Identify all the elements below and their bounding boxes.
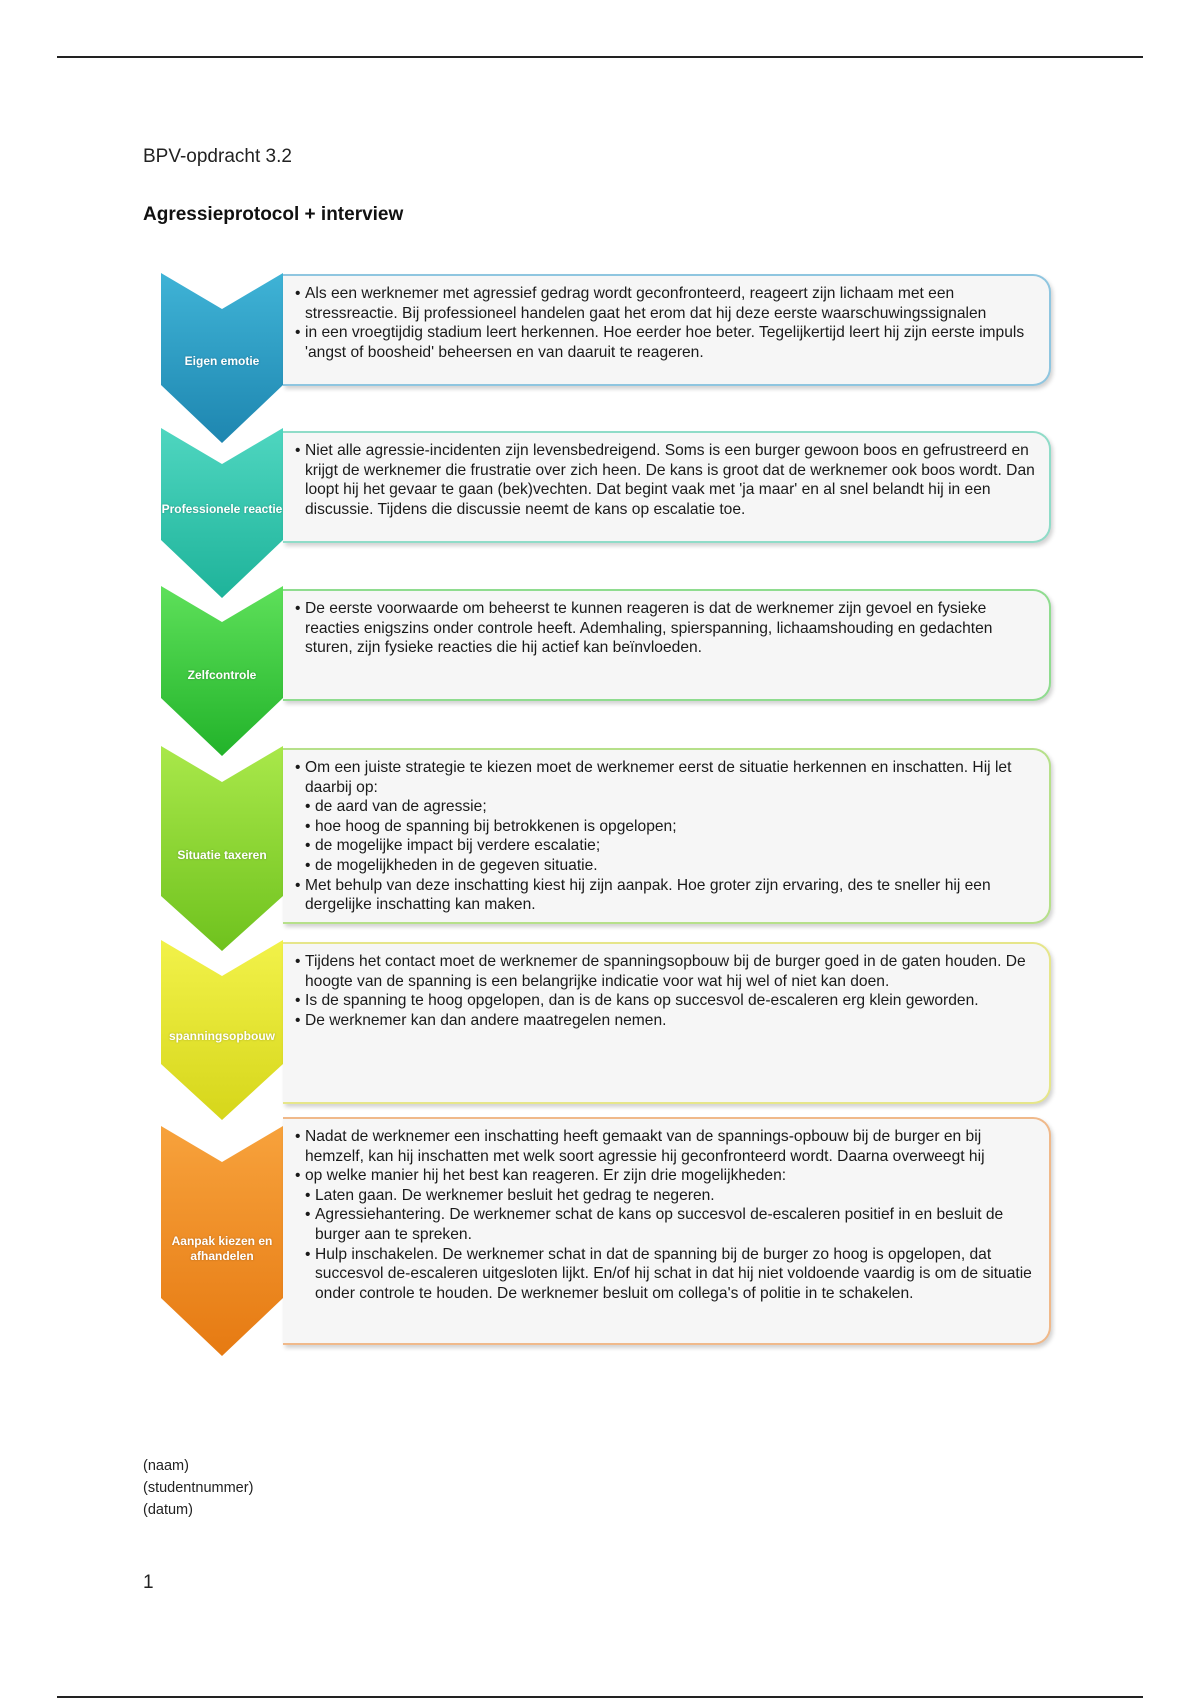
bullet-item: • Nadat de werknemer een inschatting heeft gemaakt van de spannings-opbouw bij de burger en bij hemzelf, kan hij inschatten met welk soort agressie hij geconfronteerd wordt. Daarna overweegt hij <box>295 1127 1041 1166</box>
sub-bullet-item: • Hulp inschakelen. De werknemer schat in dat de spanning bij de burger zo hoog is opgelopen, dat succesvol de-escaleren uitgesloten lijkt. En/of hij schat in dat hij niet voldoende vaardig is om de situatie onder controle te houden. De werknemer besluit om collega's of politie in te schakelen. <box>295 1245 1041 1304</box>
step-situatie-taxeren <box>155 746 1055 961</box>
page-number: 1 <box>143 1572 154 1593</box>
bullet-item: • Tijdens het contact moet de werknemer de spanningsopbouw bij de burger goed in de gaten houden. De hoogte van de spanning is een belangrijke indicatie voor wat hij wel of niet kan doen. <box>295 952 1041 991</box>
protocol-diagram <box>155 270 1055 1370</box>
document-title: Agressieprotocol + interview <box>143 204 404 225</box>
step-eigen-emotie <box>155 270 1055 445</box>
sub-bullet-item: • de mogelijkheden in de gegeven situatie. <box>295 856 1041 876</box>
footer-rule <box>57 1696 1143 1698</box>
step-professionele-reactie <box>155 428 1055 603</box>
chevron-eigen-emotie <box>161 273 283 443</box>
bullet-item: • Is de spanning te hoog opgelopen, dan is de kans op succesvol de-escaleren erg klein geworden. <box>295 991 1041 1011</box>
chevron-aanpak-kiezen <box>161 1126 283 1356</box>
sub-bullet-item: • de aard van de agressie; <box>295 797 1041 817</box>
student-number-placeholder: (studentnummer) <box>143 1480 254 1496</box>
bullet-item: • op welke manier hij het best kan reageren. Er zijn drie mogelijkheden: <box>295 1166 1041 1186</box>
bullet-item: • Als een werknemer met agressief gedrag wordt geconfronteerd, reageert zijn lichaam met een stressreactie. Bij professioneel handelen gaat het erom dat hij deze eerste waarschuwingssignalen <box>295 284 1041 323</box>
sub-bullet-item: • Agressiehantering. De werknemer schat de kans op succesvol de-escaleren positief in en besluit de burger aan te spreken. <box>295 1205 1041 1244</box>
step-text-box <box>283 431 1051 543</box>
student-info <box>143 1455 253 1521</box>
step-label: spanningsopbouw <box>169 1029 275 1043</box>
bullet-item: • De werknemer kan dan andere maatregelen nemen. <box>295 1011 1041 1031</box>
step-label: Eigen emotie <box>184 354 260 368</box>
step-text-box <box>283 274 1051 386</box>
assignment-label: BPV-opdracht 3.2 <box>143 146 292 167</box>
step-text-box <box>283 942 1051 1104</box>
sub-bullet-item: • hoe hoog de spanning bij betrokkenen is opgelopen; <box>295 817 1041 837</box>
chevron-spanningsopbouw <box>161 940 283 1120</box>
date-placeholder: (datum) <box>143 1502 193 1518</box>
step-label: Professionele reactie <box>161 502 283 516</box>
step-zelfcontrole <box>155 586 1055 761</box>
step-aanpak-kiezen <box>155 1126 1055 1366</box>
step-label: Zelfcontrole <box>187 668 257 682</box>
name-placeholder: (naam) <box>143 1458 189 1474</box>
bullet-item: • Met behulp van deze inschatting kiest hij zijn aanpak. Hoe groter zijn ervaring, des te sneller hij een dergelijke inschatting kan maken. <box>295 876 1041 915</box>
chevron-zelfcontrole <box>161 586 283 756</box>
header-rule <box>57 56 1143 58</box>
sub-bullet-item: • de mogelijke impact bij verdere escalatie; <box>295 836 1041 856</box>
chevron-situatie-taxeren <box>161 746 283 951</box>
step-text-box <box>283 589 1051 701</box>
step-text-box <box>283 748 1051 924</box>
bullet-item: • Om een juiste strategie te kiezen moet de werknemer eerst de situatie herkennen en inschatten. Hij let daarbij op: <box>295 758 1041 797</box>
bullet-item: • Niet alle agressie-incidenten zijn levensbedreigend. Soms is een burger gewoon boos en gefrustreerd en krijgt de werknemer die frustratie over zich heen. De kans is groot dat de werknemer ook boos wordt. Dan loopt hij het gevaar te gaan (bek)vechten. Dat begint vaak met 'ja maar' en al snel belandt hij in een discussie. Tijdens die discussie neemt de kans op escalatie toe. <box>295 441 1041 519</box>
step-label: Situatie taxeren <box>177 848 267 862</box>
chevron-professionele-reactie <box>161 428 283 598</box>
sub-bullet-item: • Laten gaan. De werknemer besluit het gedrag te negeren. <box>295 1186 1041 1206</box>
step-spanningsopbouw <box>155 940 1055 1130</box>
step-label: Aanpak kiezen en afhandelen <box>171 1234 273 1263</box>
step-text-box <box>283 1117 1051 1345</box>
bullet-item: • De eerste voorwaarde om beheerst te kunnen reageren is dat de werknemer zijn gevoel en fysieke reacties enigszins onder controle heeft. Ademhaling, spierspanning, lichaamshouding en gedachten sturen, zijn fysieke reacties die hij actief kan beïnvloeden. <box>295 599 1041 658</box>
bullet-item: • in een vroegtijdig stadium leert herkennen. Hoe eerder hoe beter. Tegelijkertijd leert hij zijn eerste impuls 'angst of boosheid' beheersen en van daaruit te reageren. <box>295 323 1041 362</box>
